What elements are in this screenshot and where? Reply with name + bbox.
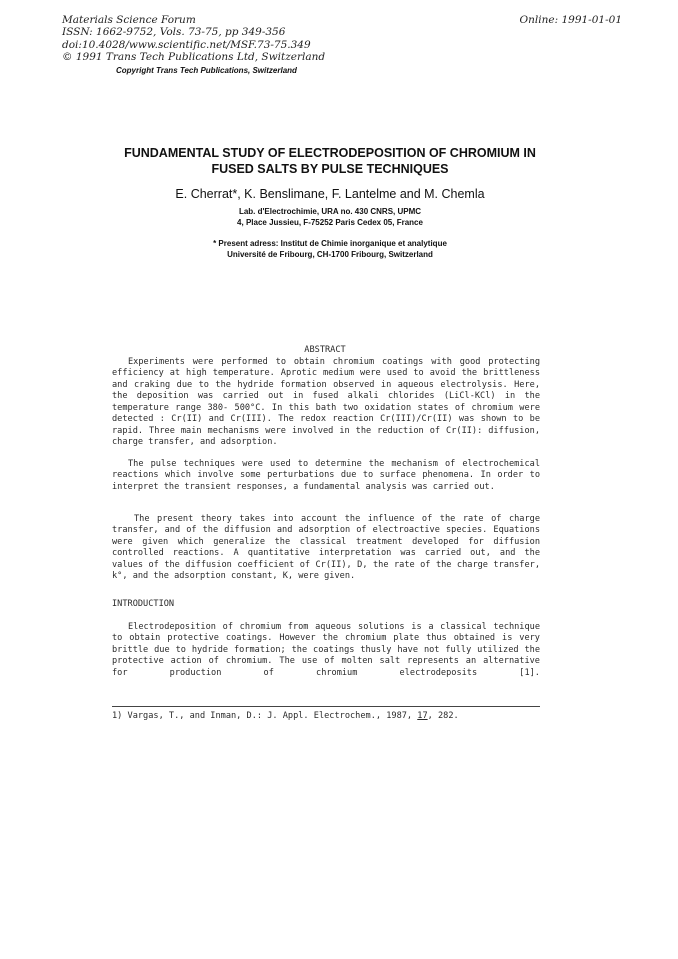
abstract-paragraph-2	[112, 459, 540, 493]
introduction-paragraph-1	[112, 622, 540, 679]
abstract-paragraph-3	[112, 514, 540, 583]
introduction-paragraph-1-text: Electrodeposition of chromium from aqueous solutions is a classical technique to obtain protective coatings. However the chromium plate thus obtained is very brittle due to hydride formation; the coatings thusly have not fully utilized the protective action of chromium. The use of molten salt represents an alternative for production of chromium electrodeposits [1].	[112, 622, 540, 678]
affiliation	[110, 206, 550, 228]
present-address	[110, 238, 550, 260]
abstract-paragraph-3-text: The present theory takes into account the influence of the rate of charge transfer, and of the diffusion and adsorption of electroactive species. Equations were given which generalize the classical treatment developed for diffusion controlled reactions. A quantitative interpretation was carried out, and the values of the diffusion coefficient of Cr(II), D, the rate of the charge transfer, k°, and the adsorption constant, K, were given.	[112, 514, 540, 582]
affiliation-line-2: 4, Place Jussieu, F-75252 Paris Cedex 05, France	[237, 218, 423, 227]
abstract-paragraph-1-text: Experiments were performed to obtain chromium coatings with good protecting efficiency at high temperature. Aprotic medium were used to avoid the brittleness and craking due to the hydride formation observed in aqueous electrolysis. Here, the deposition was carried out in fused alkali chlorides (LiCl-KCl) in the temperature range 380- 500°C. In this bath two oxidation states of chromium were detected : Cr(II) and Cr(III). The redox reaction Cr(III)/Cr(II) was shown to be rapid. Three main mechanisms were involved in the reduction of Cr(II): diffusion, charge transfer, and adsorption.	[112, 357, 540, 448]
journal-metadata	[62, 14, 325, 64]
publisher-line: © 1991 Trans Tech Publications Ltd, Switzerland	[62, 51, 326, 64]
footnote-text-end: , 282.	[427, 711, 459, 721]
paper-title	[110, 146, 550, 177]
online-date: Online: 1991-01-01	[519, 14, 622, 26]
present-address-line-1: * Present adress: Institut de Chimie inorganique et analytique	[213, 239, 447, 248]
affiliation-line-1: Lab. d'Electrochimie, URA no. 430 CNRS, UPMC	[238, 207, 422, 216]
abstract-paragraph-1	[112, 357, 540, 449]
footnote-volume: 17	[417, 711, 428, 721]
present-address-line-2: Université de Fribourg, CH-1700 Fribourg, Switzerland	[227, 250, 433, 259]
copyright-notice: Copyright Trans Tech Publications, Switzerland	[116, 66, 297, 75]
footnote-text-start: 1) Vargas, T., and Inman, D.: J. Appl. Electrochem., 1987,	[112, 711, 418, 721]
introduction-heading: INTRODUCTION	[112, 599, 175, 609]
issn-line: ISSN: 1662-9752, Vols. 73-75, pp 349-356	[62, 26, 286, 39]
title-line-1: FUNDAMENTAL STUDY OF ELECTRODEPOSITION OF CHROMIUM IN	[124, 146, 536, 160]
journal-name: Materials Science Forum	[62, 14, 196, 26]
title-line-2: FUSED SALTS BY PULSE TECHNIQUES	[211, 161, 449, 176]
abstract-paragraph-2-text: The pulse techniques were used to determine the mechanism of electrochemical reactions which involve some perturbations due to surface phenomena. In order to interpret the transient responses, a fundamental analysis was carried out.	[112, 459, 540, 492]
author-list: E. Cherrat*, K. Benslimane, F. Lantelme and M. Chemla	[175, 187, 485, 201]
doi-line[interactable]: doi:10.4028/www.scientific.net/MSF.73-75.349	[62, 38, 311, 51]
footnote-reference-1	[112, 711, 459, 722]
abstract-heading: ABSTRACT	[304, 345, 346, 355]
footnote-divider	[112, 706, 540, 707]
